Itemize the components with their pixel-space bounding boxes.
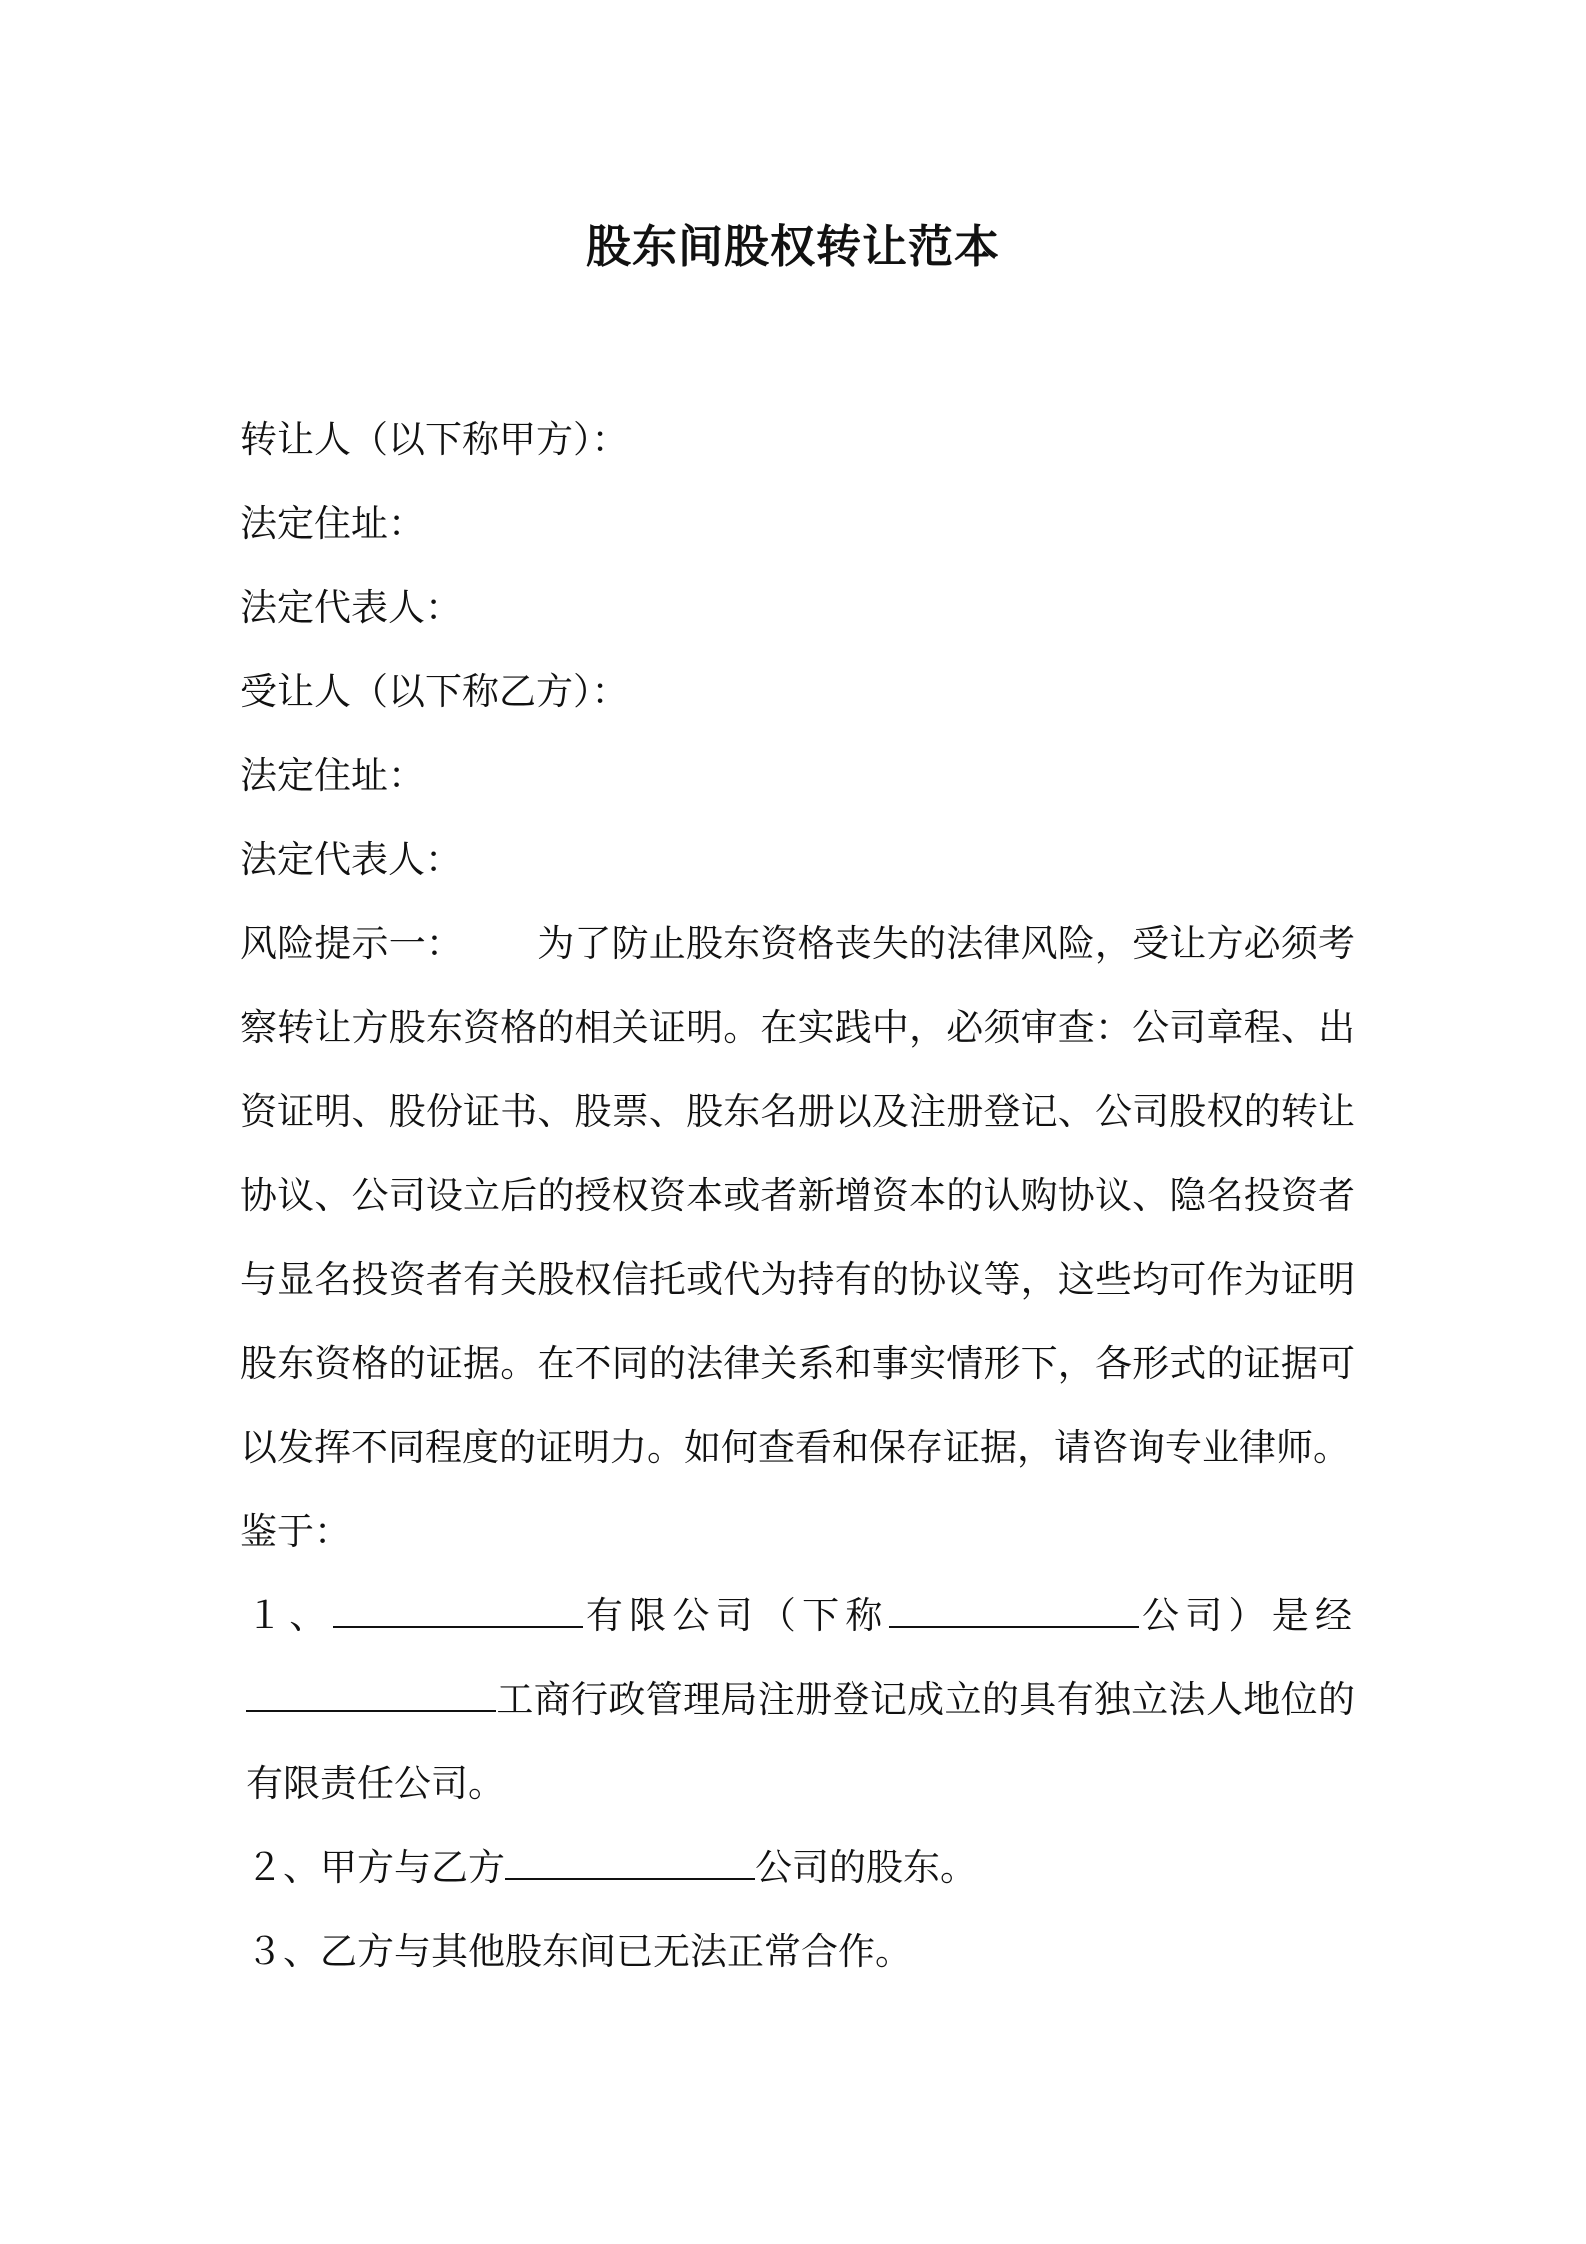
document-title: 股东间股权转让范本 [585,220,1000,273]
clause-2-number: ２、 [246,1846,320,1889]
clause-1-part1: 有限公司（下称 [582,1594,889,1637]
party-a-representative: 法定代表人： [240,586,462,629]
clause-3-number: ３、 [246,1930,320,1973]
risk-notice-paragraph [240,902,1355,1490]
clause-3 [240,1910,1355,1994]
blank-registration-authority[interactable] [246,1676,496,1712]
clause-1-part3: 工商行政管理局注册登记成立的具有独立法人地位的有限责任公司。 [246,1678,1355,1805]
clause-1 [240,1574,1355,1826]
document-body [240,398,1355,1994]
clause-2-part1: 甲方与乙方 [320,1846,505,1889]
risk-notice-text: 为了防止股东资格丧失的法律风险，受让方必须考察转让方股东资格的相关证明。在实践中，必须审查：公司章程、出资证明、股份证书、股票、股东名册以及注册登记、公司股权的转让协议、公司设立后的授权资本或者新增资本的认购协议、隐名投资者与显名投资者有关股权信托或代为持有的协议等，这些均可作为证明股东资格的证据。在不同的法律关系和事实情形下，各形式的证据可以发挥不同程度的证明力。如何查看和保存证据，请咨询专业律师。 [240,922,1356,1469]
party-b-address: 法定住址： [240,754,425,797]
clause-2-part2: 公司的股东。 [755,1846,977,1889]
party-b-label: 受让人（以下称乙方）： [240,670,629,713]
whereas-heading: 鉴于： [240,1510,351,1553]
party-a-address: 法定住址： [240,502,425,545]
party-b-representative: 法定代表人： [240,838,462,881]
risk-notice-label: 风险提示一： [240,922,464,965]
blank-company-name[interactable] [333,1592,583,1628]
clause-2 [240,1826,1355,1910]
party-a-label: 转让人（以下称甲方）： [240,418,629,461]
blank-company[interactable] [505,1844,755,1880]
clause-3-text: 乙方与其他股东间已无法正常合作。 [320,1930,912,1973]
clause-1-number: １、 [246,1594,333,1637]
blank-company-short-name[interactable] [889,1592,1139,1628]
clause-1-part2: 公司）是经 [1138,1594,1356,1637]
